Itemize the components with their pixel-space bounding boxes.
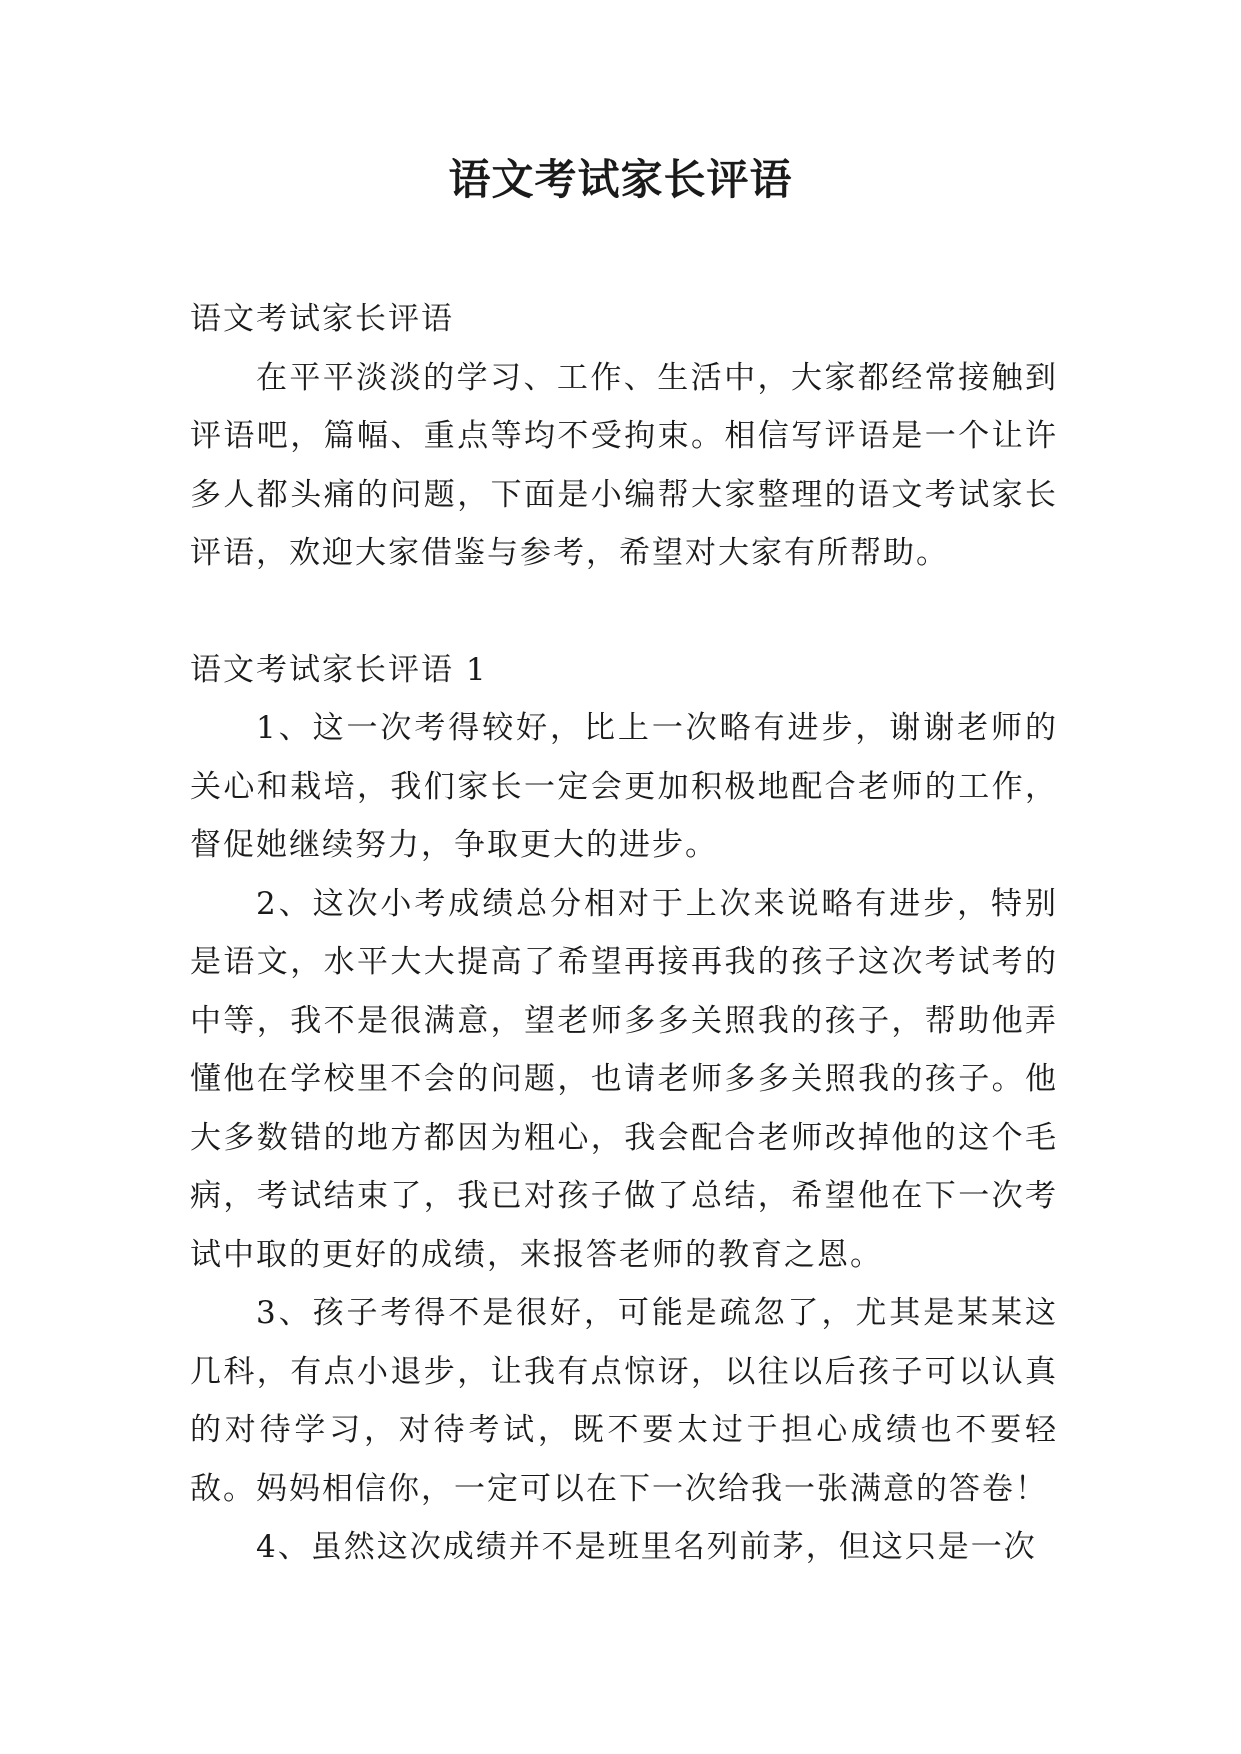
comment-item-4: 4、虽然这次成绩并不是班里名列前茅，但这只是一次: [256, 1529, 1037, 1565]
section1-heading: 语文考试家长评语 1: [190, 651, 488, 688]
paragraph-spacer: [190, 583, 1058, 641]
intro-paragraph: 在平平淡淡的学习、工作、生活中，大家都经常接触到评语吧，篇幅、重点等均不受拘束。相信写评语是一个让许多人都头痛的问题，下面是小编帮大家整理的语文考试家长评语，欢迎大家借鉴与参考，希望对大家有所帮助。: [190, 359, 1058, 571]
section-heading: 语文考试家长评语: [190, 301, 454, 337]
document-title: 语文考试家长评语: [448, 155, 793, 204]
comment-item-3: 3、孩子考得不是很好，可能是疏忽了，尤其是某某这几科，有点小退步，让我有点惊讶，以往以后孩子可以认真的对待学习，对待考试，既不要太过于担心成绩也不要轻敌。妈妈相信你，一定可以在下一次给我一张满意的答卷！: [190, 1295, 1058, 1507]
comment-item-2: 2、这次小考成绩总分相对于上次来说略有进步，特别是语文，水平大大提高了希望再接再我的孩子这次考试考的中等，我不是很满意，望老师多多关照我的孩子，帮助他弄懂他在学校里不会的问题，也请老师多多关照我的孩子。他大多数错的地方都因为粗心，我会配合老师改掉他的这个毛病，考试结束了，我已对孩子做了总结，希望他在下一次考试中取的更好的成绩，来报答老师的教育之恩。: [190, 885, 1058, 1273]
comment-item-1: 1、这一次考得较好，比上一次略有进步，谢谢老师的关心和栽培，我们家长一定会更加积极地配合老师的工作，督促她继续努力，争取更大的进步。: [190, 710, 1058, 863]
document-body: [190, 290, 1058, 1577]
